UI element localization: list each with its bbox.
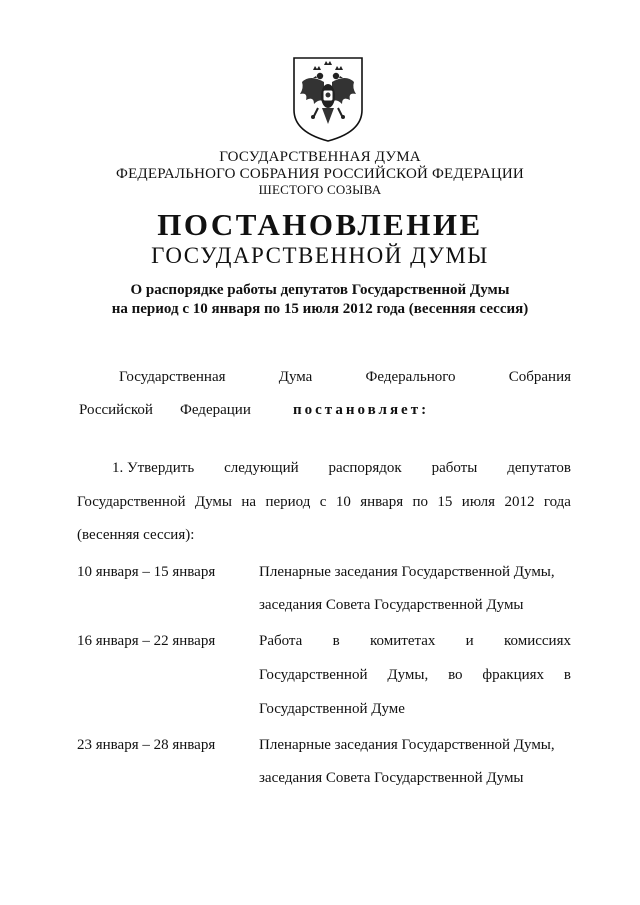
item1-word: с	[319, 494, 327, 510]
schedule-word: во	[448, 667, 463, 683]
item1-word: Государственной	[77, 494, 186, 510]
coat-of-arms-emblem	[288, 52, 368, 144]
item1-word: работы	[431, 460, 478, 476]
schedule-word: Работа	[259, 633, 303, 649]
schedule-text-3-line-2: заседания Совета Государственной Думы	[259, 770, 524, 786]
item1-word: Думы	[194, 494, 232, 510]
item1-word: 2012	[504, 494, 535, 510]
item1-word: 1. Утвердить	[112, 460, 195, 476]
preamble-word: Государственная	[119, 369, 226, 385]
header-line-2: ФЕДЕРАЛЬНОГО СОБРАНИЯ РОССИЙСКОЙ ФЕДЕРАЦИИ	[116, 166, 524, 182]
schedule-word: в	[332, 633, 340, 649]
decree-word: постановляет:	[293, 402, 430, 418]
schedule-word: в	[563, 667, 571, 683]
schedule-word: фракциях	[482, 667, 545, 683]
item1-line-1	[112, 460, 571, 477]
document-title: ПОСТАНОВЛЕНИЕ	[157, 207, 483, 242]
item1-word: года	[543, 494, 571, 510]
item1-word: по	[412, 494, 429, 510]
preamble-word: Собрания	[508, 369, 571, 385]
item1-word: 10	[335, 494, 351, 510]
item1-line-3: (весенняя сессия):	[77, 527, 195, 543]
preamble-line-2-word-1: Российской	[79, 402, 153, 418]
schedule-text-2-line-3: Государственной Думе	[259, 701, 405, 717]
schedule-dates-3: 23 января – 28 января	[77, 737, 216, 753]
preamble-line-1	[119, 369, 571, 386]
preamble-word: Дума	[278, 369, 313, 385]
schedule-text-1-line-2: заседания Совета Государственной Думы	[259, 597, 524, 613]
schedule-word: и	[465, 633, 474, 649]
item1-word: 15	[437, 494, 453, 510]
header-line-3: ШЕСТОГО СОЗЫВА	[258, 182, 382, 197]
schedule-word: Думы,	[387, 667, 429, 683]
subject-line-2: на период с 10 января по 15 июля 2012 года (весенняя сессия)	[111, 301, 529, 317]
item1-word: июля	[461, 494, 496, 510]
schedule-text-1-line-1: Пленарные заседания Государственной Думы,	[259, 564, 555, 580]
schedule-text-2-line-1	[259, 633, 571, 650]
item1-word: депутатов	[507, 460, 571, 476]
schedule-dates-1: 10 января – 15 января	[77, 564, 216, 580]
item1-word: распорядок	[328, 460, 402, 476]
preamble-word: Федерального	[365, 369, 456, 385]
item1-word: на	[241, 494, 257, 510]
item1-line-2	[77, 494, 571, 511]
subject-line-1: О распорядке работы депутатов Государственной Думы	[130, 282, 510, 298]
schedule-word: Государственной	[259, 667, 368, 683]
item1-word: января	[360, 494, 404, 510]
schedule-word: комиссиях	[503, 633, 571, 649]
header-line-1: ГОСУДАРСТВЕННАЯ ДУМА	[219, 149, 421, 165]
preamble-line-2-word-2: Федерации	[180, 402, 251, 418]
schedule-word: комитетах	[370, 633, 436, 649]
schedule-text-2-line-2	[259, 667, 571, 684]
item1-word: следующий	[224, 460, 299, 476]
item1-word: период	[265, 494, 311, 510]
schedule-dates-2: 16 января – 22 января	[77, 633, 216, 649]
schedule-text-3-line-1: Пленарные заседания Государственной Думы,	[259, 737, 555, 753]
document-subtitle: ГОСУДАРСТВЕННОЙ ДУМЫ	[151, 243, 489, 268]
